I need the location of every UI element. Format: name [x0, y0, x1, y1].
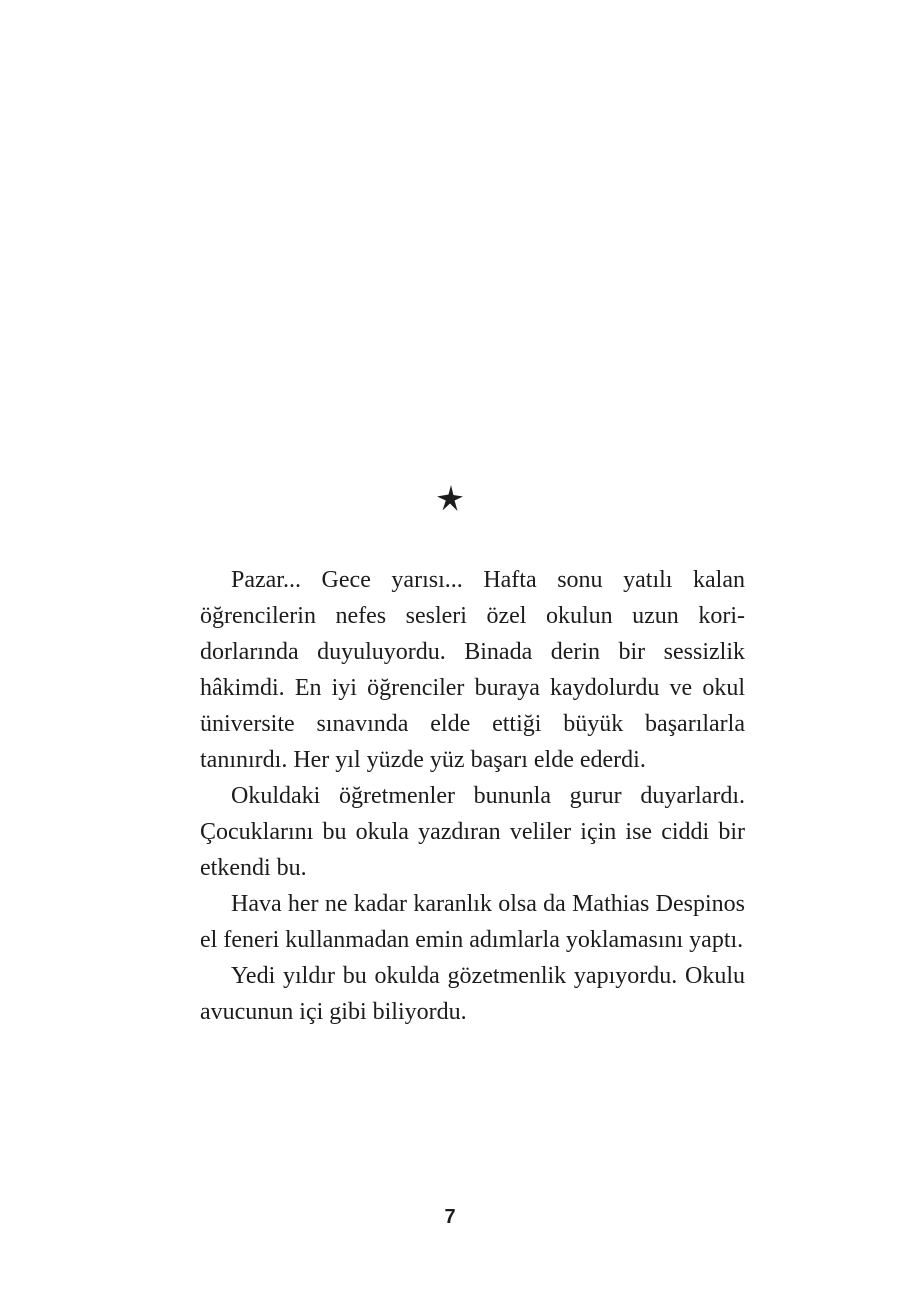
body-text: [200, 562, 745, 1030]
paragraph: Yedi yıldır bu okulda gözetmenlik yapıyordu. Okulu avucunun içi gibi biliyordu.: [200, 963, 745, 1025]
paragraph: Pazar... Gece yarısı... Hafta sonu yatılı kalan öğrencilerin nefes sesleri özel okulun uzun koridorlarında duyuluyordu. Binada derin bir sessizlik hâkimdi. En iyi öğrenciler buraya kaydolurdu ve okul üniversite sınavında elde ettiği büyük başarılarla tanınırdı. Her yıl yüzde yüz başarı elde ederdi.: [200, 567, 745, 773]
paragraph: Okuldaki öğretmenler bununla gurur duyarlardı. Çocuklarını bu okula yazdıran veliler için ise ciddi bir etkendi bu.: [200, 783, 745, 881]
paragraph: Hava her ne kadar karanlık olsa da Mathias Despinos el feneri kullanmadan emin adımlarla yoklamasını yaptı.: [200, 891, 745, 953]
page-number: 7: [444, 1206, 456, 1228]
section-ornament: [436, 484, 464, 512]
star-icon: [436, 484, 464, 512]
